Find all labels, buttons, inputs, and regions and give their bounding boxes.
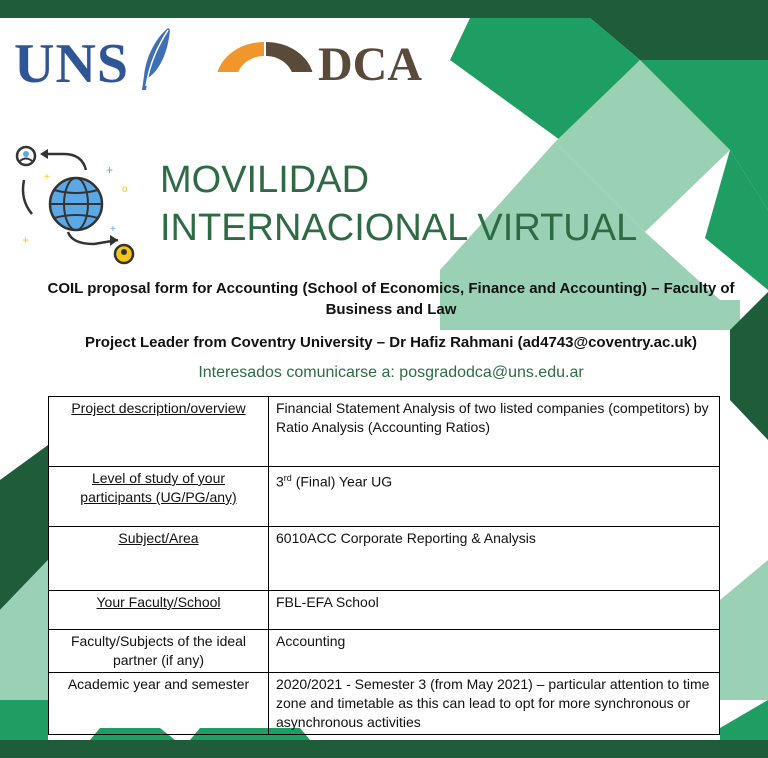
table-row [49,527,720,591]
uns-logo: UNS [14,33,130,95]
deco-shape [0,700,48,740]
table-cell-value: 6010ACC Corporate Reporting & Analysis [269,527,720,591]
svg-text:+: + [22,233,30,247]
globe-exchange-icon [14,140,144,268]
table-row [49,397,720,467]
proposal-table [48,396,720,735]
table-cell-label: Faculty/Subjects of the ideal partner (if any) [49,630,269,673]
deco-shape [720,560,768,700]
contact-line: Interesados comunicarse a: posgradodca@uns.edu.ar [198,364,584,381]
table-cell-value: FBL-EFA School [269,591,720,630]
page-title-line1: MOVILIDAD [160,159,370,201]
svg-text:+: + [106,163,114,177]
table-cell-label: Your Faculty/School [49,591,269,630]
svg-text:+: + [110,224,116,235]
table-cell-label: Level of study of your participants (UG/PG/any) [49,467,269,527]
table-row [49,467,720,527]
project-leader: Project Leader from Coventry University – Dr Hafiz Rahmani (ad4743@coventry.ac.uk) [84,334,698,351]
form-title: COIL proposal form for Accounting (School of Economics, Finance and Accounting) – Faculty of Business and Law [47,280,735,318]
table-cell-value: 2020/2021 - Semester 3 (from May 2021) – particular attention to time zone and timetable as this can lead to opt for more synchronous or asynchronous activities [269,673,720,735]
svg-text:+: + [44,172,50,183]
table-cell-value: Financial Statement Analysis of two listed companies (competitors) by Ratio Analysis (Accounting Ratios) [269,397,720,467]
table-cell-value: Accounting [269,630,720,673]
page-title-line2: INTERNACIONAL VIRTUAL [160,207,638,249]
bottom-bar [0,740,768,758]
table-row [49,630,720,673]
table-row [49,673,720,735]
dca-logo: DCA [318,38,422,91]
table-cell-label: Academic year and semester [49,673,269,735]
deco-shape [720,700,768,740]
table-cell-label: Project description/overview [49,397,269,467]
table-cell-label: Subject/Area [49,527,269,591]
table-row [49,591,720,630]
feather-icon [138,26,174,92]
svg-text:o: o [122,184,128,195]
table-cell-value: 3rd (Final) Year UG [269,467,720,527]
